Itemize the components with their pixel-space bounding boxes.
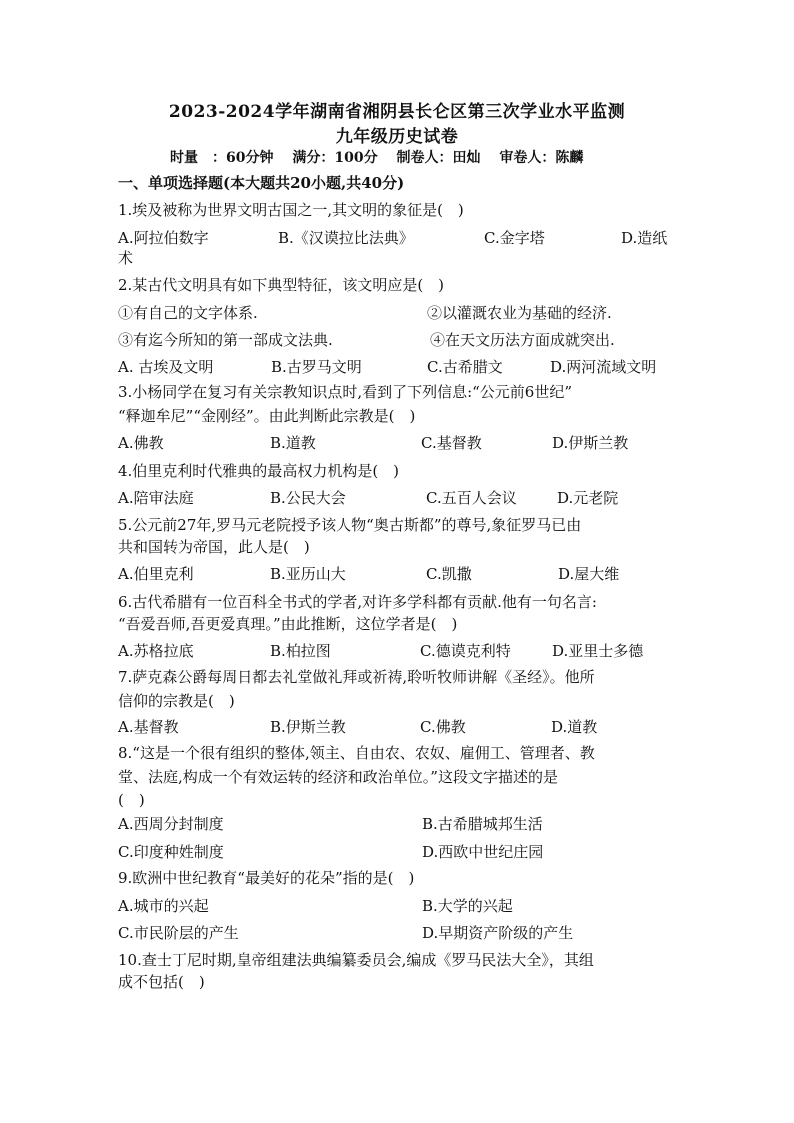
question-2-features-2 (118, 328, 678, 352)
feature-4: ④在天文历法方面成就突出. (430, 331, 615, 349)
option-c: C.凯撒 (426, 565, 472, 583)
option-c: C.基督教 (421, 434, 482, 452)
option-b: B.大学的兴起 (422, 897, 513, 915)
question-9-options-2 (118, 921, 678, 945)
option-b: B.伊斯兰教 (270, 718, 346, 736)
feature-2: ②以灌溉农业为基础的经济. (427, 304, 612, 322)
question-7-stem-line2: 信仰的宗教是( ) (118, 692, 235, 710)
option-d: D.西欧中世纪庄园 (422, 843, 544, 861)
author: 制卷人：田灿 (396, 150, 481, 166)
option-a: A.基督教 (118, 718, 179, 736)
exam-meta (170, 147, 597, 167)
question-9-options-1 (118, 894, 678, 918)
question-5-options (118, 562, 678, 586)
option-b: B.道教 (270, 434, 316, 452)
option-a: A. 古埃及文明 (118, 358, 214, 376)
question-6-options (118, 639, 678, 663)
feature-3: ③有迄今所知的第一部成文法典. (118, 331, 333, 349)
option-c: C.五百人会议 (426, 489, 517, 507)
question-4-options (118, 486, 678, 510)
option-b: B.亚历山大 (270, 565, 346, 583)
option-a: A.西周分封制度 (118, 815, 224, 833)
option-c: C.市民阶层的产生 (118, 924, 239, 942)
option-d: D.道教 (551, 718, 598, 736)
question-5-stem-line1: 5.公元前27年,罗马元老院授予该人物“奥古斯都”的尊号,象征罗马已由 (118, 516, 582, 534)
option-d-wrap: 术 (118, 249, 134, 267)
option-a: A.阿拉伯数字 (118, 229, 209, 247)
full-score: 满分：100分 (292, 150, 378, 166)
question-4-stem: 4.伯里克利时代雅典的最高权力机构是( ) (118, 462, 400, 480)
option-c: C.金字塔 (484, 229, 545, 247)
option-d: D.造纸 (621, 229, 668, 247)
question-10-stem-line2: 成不包括( ) (118, 973, 205, 991)
question-3-stem-line1: 3.小杨同学在复习有关宗教知识点时,看到了下列信息:“公元前6世纪” (118, 383, 573, 401)
question-8-stem-line2: 堂、法庭,构成一个有效运转的经济和政治单位。”这段文字描述的是 (118, 768, 558, 786)
question-8-stem-line1: 8.“这是一个很有组织的整体,领主、自由农、农奴、雇佣工、管理者、教 (118, 744, 595, 762)
option-b: B.古希腊城邦生活 (422, 815, 543, 833)
option-a: A.城市的兴起 (118, 897, 209, 915)
question-3-stem-line2: “释迦牟尼”“金刚经”。由此判断此宗教是( ) (118, 407, 416, 425)
option-d: D.两河流域文明 (550, 358, 657, 376)
option-d: D.元老院 (557, 489, 619, 507)
option-c: C.印度种姓制度 (118, 843, 224, 861)
option-c: C.佛教 (420, 718, 466, 736)
question-10-stem-line1: 10.查士丁尼时期,皇帝组建法典编纂委员会,编成《罗马民法大全》，其组 (118, 951, 594, 969)
option-c: C.古希腊文 (427, 358, 503, 376)
question-3-options (118, 431, 678, 455)
question-7-options (118, 715, 678, 739)
option-d: D.早期资产阶级的产生 (422, 924, 574, 942)
question-6-stem-line2: “吾爱吾师,吾更爱真理。”由此推断，这位学者是( ) (118, 615, 458, 633)
option-d: D.伊斯兰教 (552, 434, 629, 452)
option-a: A.陪审法庭 (118, 489, 194, 507)
feature-1: ①有自己的文字体系. (118, 304, 258, 322)
question-1-stem: 1.埃及被称为世界文明古国之一,其文明的象征是( ) (118, 201, 464, 219)
option-b: B.柏拉图 (270, 642, 331, 660)
question-8-options-1 (118, 812, 678, 836)
question-1-wrap (118, 246, 678, 270)
option-d: D.亚里士多德 (552, 642, 644, 660)
option-d: D.屋大维 (558, 565, 620, 583)
time-limit: 时量 ：60分钟 (170, 150, 274, 166)
question-8-stem-line3: ( ) (118, 791, 145, 809)
option-c: C.德谟克利特 (420, 642, 511, 660)
question-5-stem-line2: 共和国转为帝国，此人是( ) (118, 538, 310, 556)
exam-title: 2023-2024学年湖南省湘阴县长仑区第三次学业水平监测 (168, 102, 626, 122)
option-b: B.《汉谟拉比法典》 (278, 229, 414, 247)
option-a: A.苏格拉底 (118, 642, 194, 660)
option-a: A.伯里克利 (118, 565, 194, 583)
option-b: B.古罗马文明 (271, 358, 362, 376)
question-2-features-1 (118, 301, 678, 325)
section-heading: 一、单项选择题(本大题共20小题,共40分) (118, 174, 405, 192)
exam-subtitle: 九年级历史试卷 (335, 127, 459, 147)
question-7-stem-line1: 7.萨克森公爵每周日都去礼堂做礼拜或祈祷,聆听牧师讲解《圣经》。他所 (118, 668, 595, 686)
question-8-options-2 (118, 840, 678, 864)
question-2-options (118, 355, 678, 379)
option-a: A.佛教 (118, 434, 164, 452)
question-6-stem-line1: 6.古代希腊有一位百科全书式的学者,对许多学科都有贡献.他有一句名言: (118, 593, 597, 611)
option-b: B.公民大会 (270, 489, 346, 507)
reviewer: 审卷人：陈麟 (499, 150, 584, 166)
question-9-stem: 9.欧洲中世纪教育“最美好的花朵”指的是( ) (118, 869, 415, 887)
question-2-stem: 2.某古代文明具有如下典型特征，该文明应是( ) (118, 276, 445, 294)
